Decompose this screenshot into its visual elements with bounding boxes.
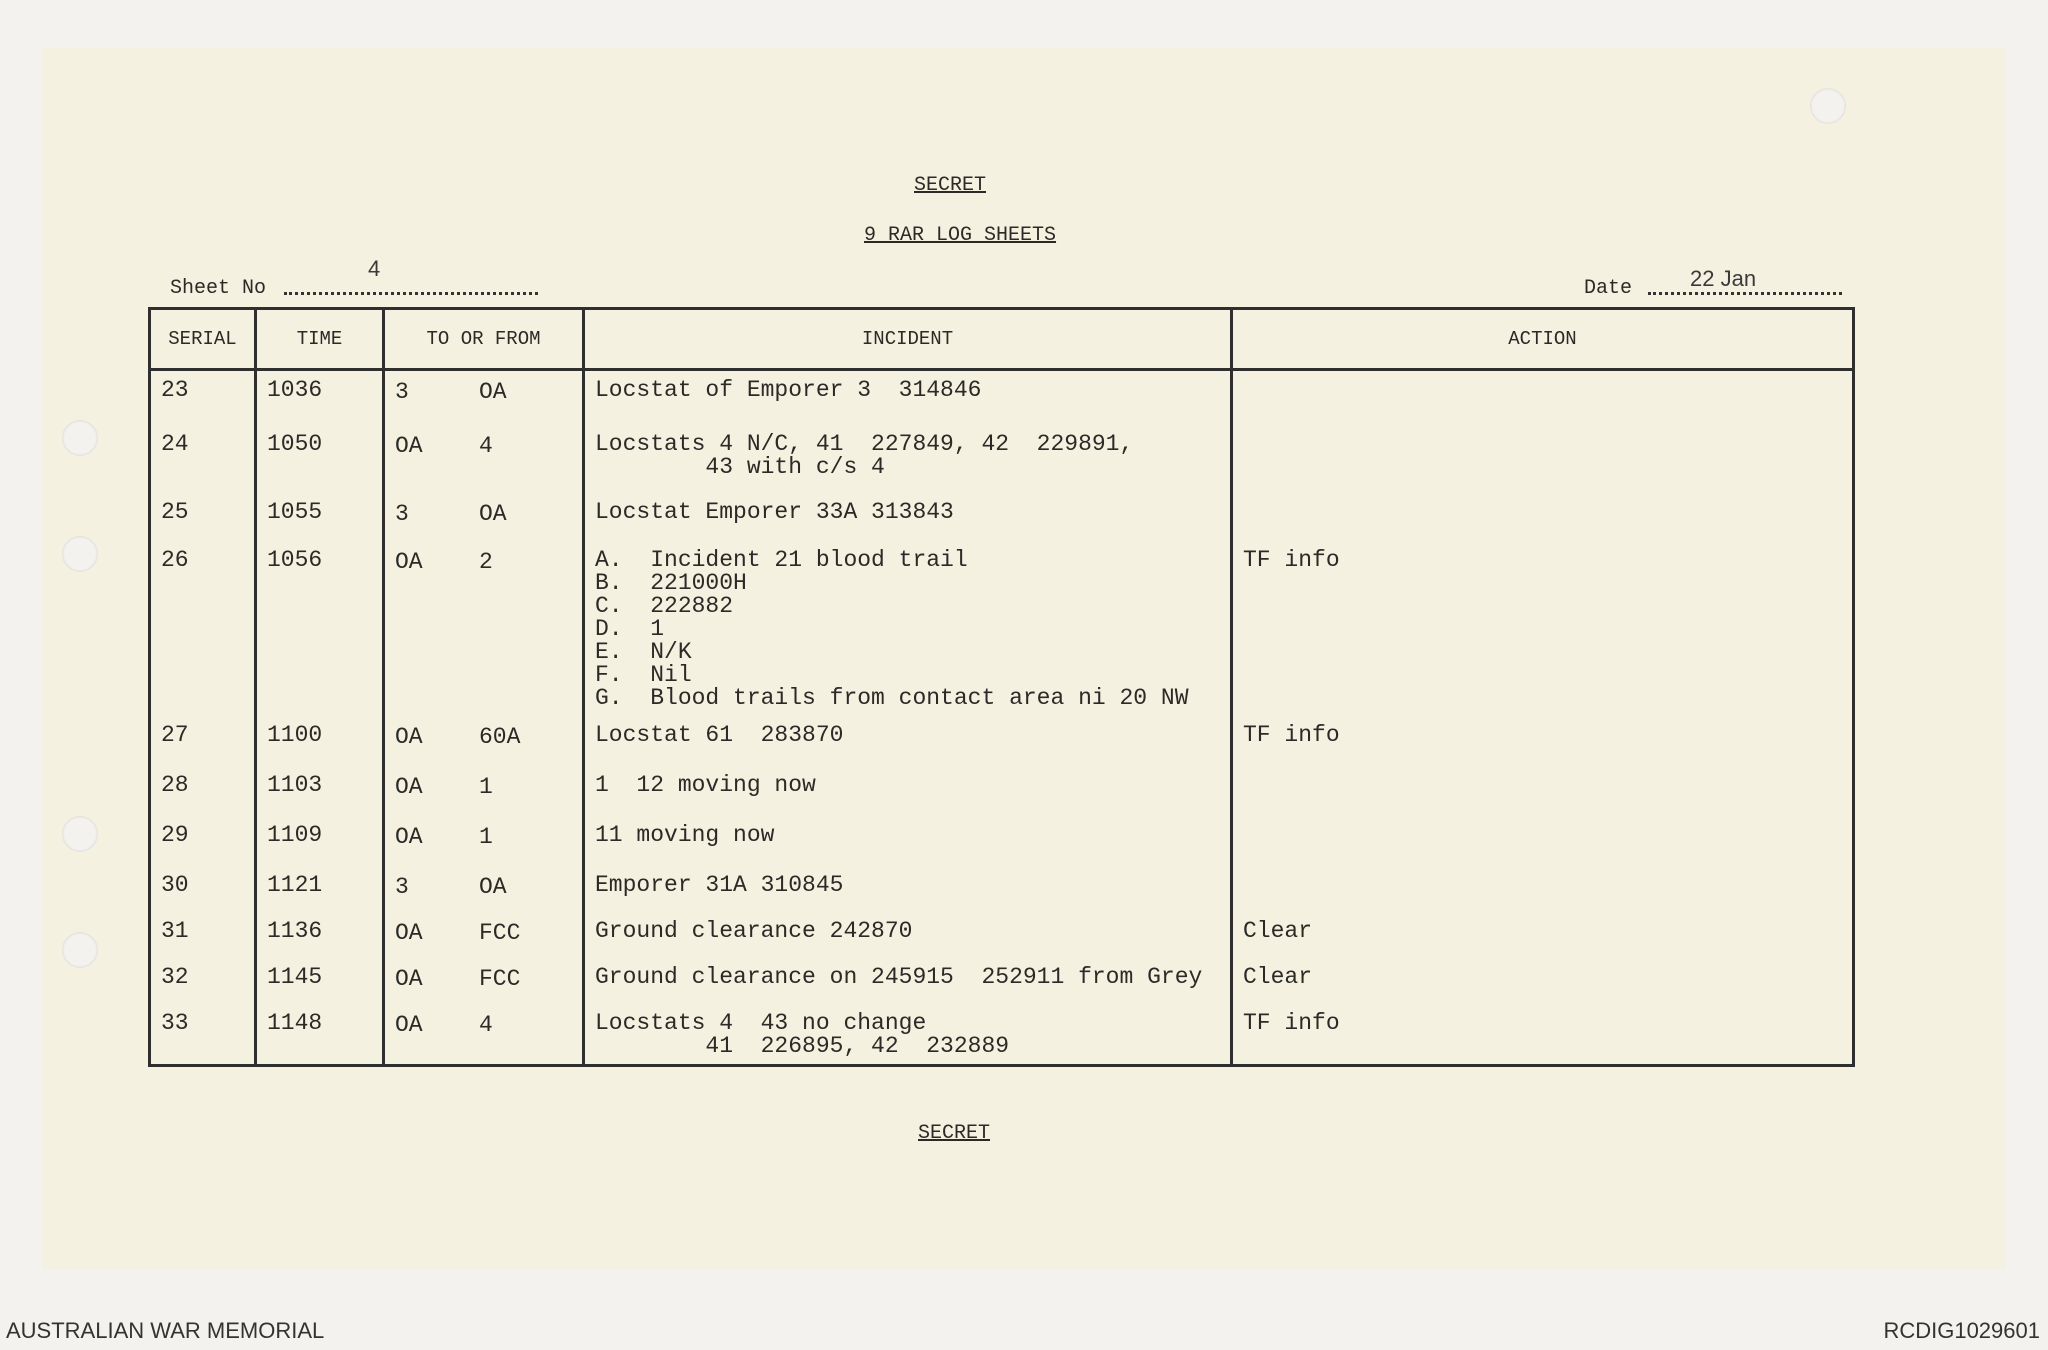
to-value: OA [395,1012,423,1038]
incident-text: Locstats 4 N/C, 41 227849, 42 229891, 43 with c/s 4 [595,431,1134,480]
serial-text: 28 [161,772,189,798]
header-incident: INCIDENT [584,309,1232,370]
header-time: TIME [256,309,384,370]
to-or-from-cell [384,756,584,806]
incident-text: A. Incident 21 blood trail B. 221000H C. 222882 D. 1 E. N/K F. Nil G. Blood trails from contact area ni 20 NW [595,547,1189,711]
serial-cell [150,952,256,998]
punch-hole [62,816,98,852]
serial-cell [150,998,256,1066]
incident-cell [584,906,1232,952]
action-text: Clear [1243,918,1313,944]
serial-text: 33 [161,1010,189,1036]
time-text: 1050 [267,431,323,457]
serial-text: 32 [161,964,189,990]
document-title: 9 RAR LOG SHEETS [864,224,1057,247]
classification-footer: SECRET [918,1122,991,1145]
time-cell [256,533,384,716]
time-cell [256,952,384,998]
from-value: OA [479,501,507,527]
time-cell [256,756,384,806]
action-text: TF info [1243,547,1340,573]
from-value: 1 [479,824,493,850]
time-text: 1103 [267,772,323,798]
incident-cell [584,411,1232,485]
action-cell [1232,533,1854,716]
sheet-number-value: 4 [368,256,381,281]
serial-text: 23 [161,377,189,403]
to-value: 3 [395,379,409,405]
from-value: OA [479,379,507,405]
incident-cell [584,952,1232,998]
serial-text: 24 [161,431,189,457]
header-to-or-from: TO OR FROM [384,309,584,370]
log-table [148,307,1855,1067]
action-cell [1232,806,1854,856]
serial-text: 25 [161,499,189,525]
log-row [150,411,1854,485]
incident-cell [584,806,1232,856]
from-value: 1 [479,774,493,800]
log-row [150,533,1854,716]
date-label: Date [1584,277,1633,300]
time-text: 1056 [267,547,323,573]
serial-text: 27 [161,722,189,748]
archive-institution: AUSTRALIAN WAR MEMORIAL [6,1318,325,1343]
incident-cell [584,756,1232,806]
date-value: 22 Jan [1690,266,1757,291]
incident-text: Locstat of Emporer 3 314846 [595,377,982,403]
date-dotted-line [1648,292,1842,295]
from-value: OA [479,874,507,900]
action-cell [1232,756,1854,806]
log-row [150,906,1854,952]
incident-text: Ground clearance 242870 [595,918,913,944]
action-cell [1232,411,1854,485]
to-value: OA [395,433,423,459]
time-text: 1136 [267,918,323,944]
serial-cell [150,411,256,485]
time-cell [256,485,384,533]
incident-cell [584,998,1232,1066]
action-text: Clear [1243,964,1313,990]
serial-cell [150,906,256,952]
log-row [150,998,1854,1066]
time-text: 1100 [267,722,323,748]
sheet-number-dotted-line [284,292,538,295]
action-cell [1232,998,1854,1066]
incident-text: 11 moving now [595,822,775,848]
log-row [150,952,1854,998]
to-or-from-cell [384,370,584,412]
to-or-from-cell [384,716,584,756]
serial-cell [150,533,256,716]
to-value: 3 [395,501,409,527]
serial-cell [150,756,256,806]
time-text: 1121 [267,872,323,898]
archive-reference: RCDIG1029601 [1883,1318,2040,1343]
incident-text: 1 12 moving now [595,772,816,798]
serial-cell [150,716,256,756]
serial-cell [150,370,256,412]
action-cell [1232,716,1854,756]
incident-text: Locstat Emporer 33A 313843 [595,499,954,525]
time-text: 1148 [267,1010,323,1036]
to-value: OA [395,549,423,575]
time-cell [256,716,384,756]
incident-cell [584,533,1232,716]
time-cell [256,806,384,856]
sheet-number-label: Sheet No [170,277,267,300]
log-table-header [150,309,1854,370]
incident-cell [584,485,1232,533]
incident-text: Emporer 31A 310845 [595,872,844,898]
to-or-from-cell [384,856,584,906]
to-or-from-cell [384,485,584,533]
to-value: OA [395,824,423,850]
classification-header: SECRET [914,174,987,197]
incident-text: Ground clearance on 245915 252911 from Grey [595,964,1203,990]
incident-text: Locstats 4 43 no change 41 226895, 42 232889 [595,1010,1010,1059]
log-row [150,806,1854,856]
time-cell [256,411,384,485]
action-text: TF info [1243,1010,1340,1036]
time-text: 1109 [267,822,323,848]
log-row [150,756,1854,806]
incident-cell [584,370,1232,412]
from-value: FCC [479,920,521,946]
from-value: 2 [479,549,493,575]
punch-hole [62,536,98,572]
header-serial: SERIAL [150,309,256,370]
serial-text: 29 [161,822,189,848]
serial-cell [150,806,256,856]
action-text: TF info [1243,722,1340,748]
incident-cell [584,856,1232,906]
time-cell [256,370,384,412]
from-value: 4 [479,433,493,459]
log-row [150,716,1854,756]
log-row [150,370,1854,412]
time-text: 1036 [267,377,323,403]
time-cell [256,906,384,952]
serial-text: 30 [161,872,189,898]
from-value: FCC [479,966,521,992]
to-value: OA [395,920,423,946]
time-cell [256,998,384,1066]
serial-cell [150,485,256,533]
to-or-from-cell [384,906,584,952]
to-or-from-cell [384,533,584,716]
to-or-from-cell [384,411,584,485]
serial-cell [150,856,256,906]
punch-hole [62,420,98,456]
from-value: 4 [479,1012,493,1038]
action-cell [1232,952,1854,998]
time-text: 1145 [267,964,323,990]
to-or-from-cell [384,998,584,1066]
punch-hole [1810,88,1846,124]
log-row [150,856,1854,906]
from-value: 60A [479,724,521,750]
to-value: 3 [395,874,409,900]
to-value: OA [395,724,423,750]
action-cell [1232,856,1854,906]
incident-cell [584,716,1232,756]
serial-text: 26 [161,547,189,573]
action-cell [1232,485,1854,533]
incident-text: Locstat 61 283870 [595,722,844,748]
action-cell [1232,370,1854,412]
time-cell [256,856,384,906]
to-or-from-cell [384,806,584,856]
action-cell [1232,906,1854,952]
to-or-from-cell [384,952,584,998]
serial-text: 31 [161,918,189,944]
to-value: OA [395,774,423,800]
to-value: OA [395,966,423,992]
log-row [150,485,1854,533]
punch-hole [62,932,98,968]
header-action: ACTION [1232,309,1854,370]
time-text: 1055 [267,499,323,525]
